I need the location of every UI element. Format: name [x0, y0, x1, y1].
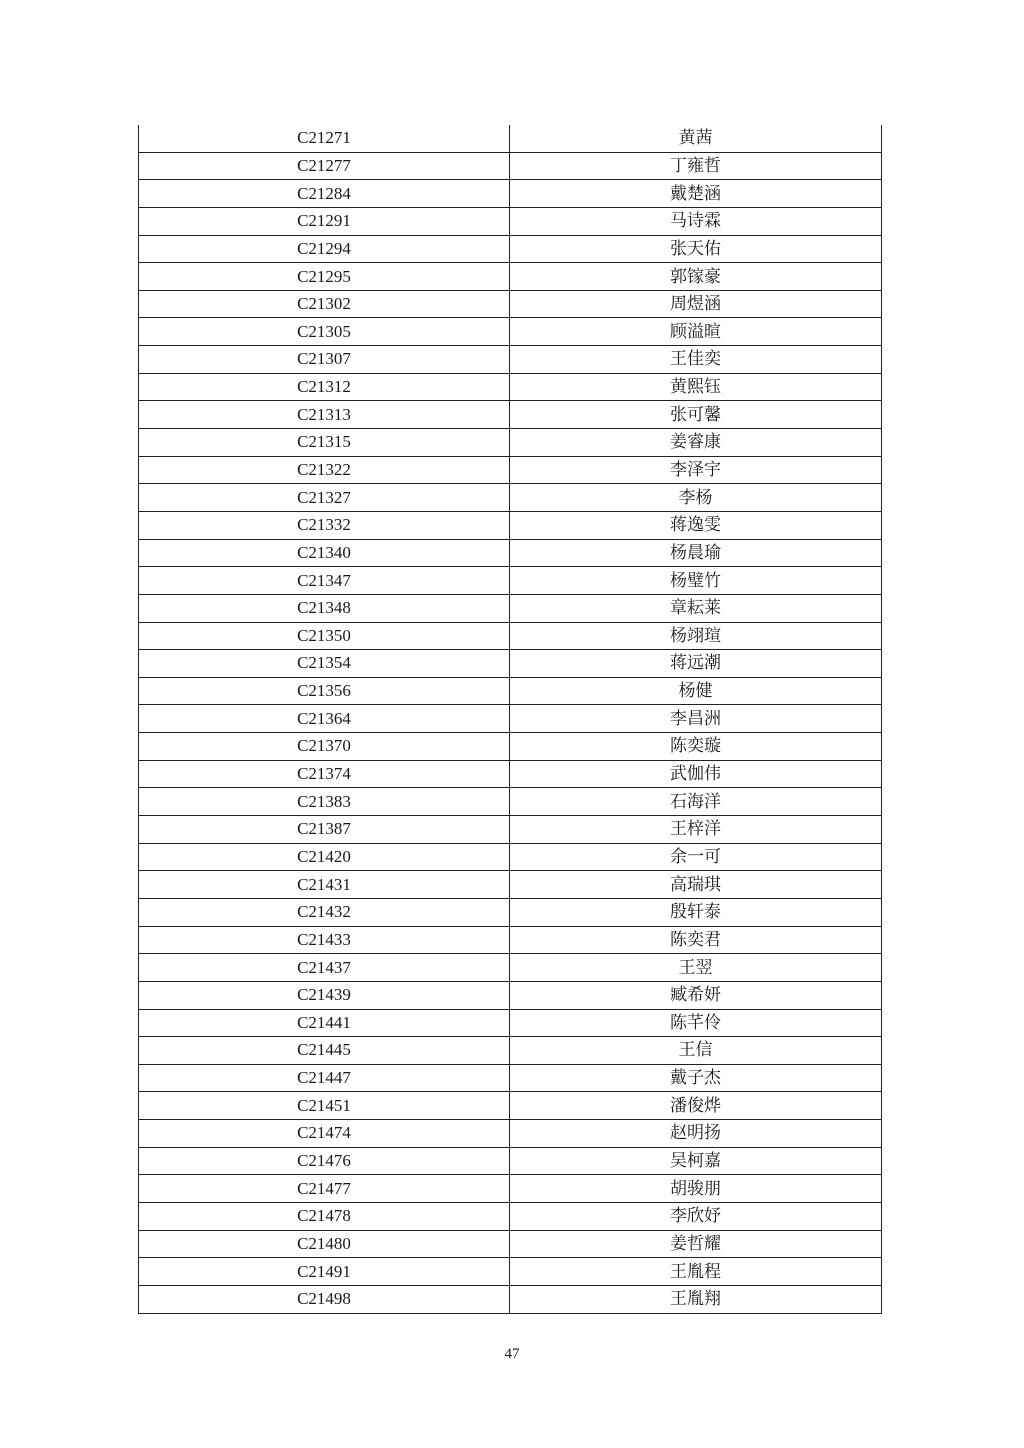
student-name-cell: 赵明扬: [510, 1120, 882, 1148]
student-id-cell: C21312: [139, 373, 510, 401]
table-row: [139, 926, 882, 954]
student-name-cell: 黄熙钰: [510, 373, 882, 401]
student-id-cell: C21295: [139, 263, 510, 291]
table-row: [139, 843, 882, 871]
table-row: [139, 954, 882, 982]
student-id-cell: C21491: [139, 1258, 510, 1286]
student-name-cell: 陈芊伶: [510, 1009, 882, 1037]
student-name-cell: 臧希妍: [510, 981, 882, 1009]
student-id-cell: C21284: [139, 180, 510, 208]
table-row: [139, 401, 882, 429]
student-name-cell: 顾溢暄: [510, 318, 882, 346]
table-row: [139, 733, 882, 761]
student-name-cell: 胡骏朋: [510, 1175, 882, 1203]
student-name-cell: 丁雍哲: [510, 152, 882, 180]
student-name-cell: 李欣妤: [510, 1202, 882, 1230]
student-id-cell: C21451: [139, 1092, 510, 1120]
table-row: [139, 511, 882, 539]
student-id-cell: C21347: [139, 567, 510, 595]
student-id-cell: C21307: [139, 346, 510, 374]
table-row: [139, 1147, 882, 1175]
table-row: [139, 318, 882, 346]
table-row: [139, 263, 882, 291]
student-name-cell: 马诗霖: [510, 207, 882, 235]
table-row: [139, 1230, 882, 1258]
student-id-cell: C21478: [139, 1202, 510, 1230]
student-name-cell: 戴子杰: [510, 1064, 882, 1092]
student-id-cell: C21327: [139, 484, 510, 512]
student-id-cell: C21477: [139, 1175, 510, 1203]
table-row: [139, 705, 882, 733]
table-row: [139, 1037, 882, 1065]
table-row: [139, 567, 882, 595]
student-id-cell: C21340: [139, 539, 510, 567]
table-row: [139, 677, 882, 705]
student-name-cell: 章耘莱: [510, 594, 882, 622]
student-name-cell: 潘俊烨: [510, 1092, 882, 1120]
table-row: [139, 981, 882, 1009]
roster-table: [138, 125, 882, 1314]
table-row: [139, 1009, 882, 1037]
student-name-cell: 王翌: [510, 954, 882, 982]
student-name-cell: 李杨: [510, 484, 882, 512]
table-row: [139, 871, 882, 899]
student-id-cell: C21432: [139, 898, 510, 926]
student-id-cell: C21291: [139, 207, 510, 235]
student-id-cell: C21433: [139, 926, 510, 954]
student-id-cell: C21350: [139, 622, 510, 650]
table-row: [139, 456, 882, 484]
student-id-cell: C21480: [139, 1230, 510, 1258]
student-id-cell: C21447: [139, 1064, 510, 1092]
student-name-cell: 王胤程: [510, 1258, 882, 1286]
student-id-cell: C21277: [139, 152, 510, 180]
student-name-cell: 杨璧竹: [510, 567, 882, 595]
student-id-cell: C21302: [139, 290, 510, 318]
student-name-cell: 周煜涵: [510, 290, 882, 318]
table-row: [139, 1120, 882, 1148]
student-name-cell: 王胤翔: [510, 1285, 882, 1313]
table-row: [139, 1175, 882, 1203]
student-id-cell: C21322: [139, 456, 510, 484]
table-row: [139, 622, 882, 650]
table-row: [139, 760, 882, 788]
table-row: [139, 594, 882, 622]
table-row: [139, 539, 882, 567]
student-id-cell: C21374: [139, 760, 510, 788]
student-name-cell: 陈奕君: [510, 926, 882, 954]
student-id-cell: C21354: [139, 650, 510, 678]
student-id-cell: C21387: [139, 816, 510, 844]
table-row: [139, 1285, 882, 1313]
student-name-cell: 王信: [510, 1037, 882, 1065]
table-row: [139, 1258, 882, 1286]
table-row: [139, 207, 882, 235]
table-row: [139, 1202, 882, 1230]
student-name-cell: 王佳奕: [510, 346, 882, 374]
student-name-cell: 殷轩泰: [510, 898, 882, 926]
student-name-cell: 杨晨瑜: [510, 539, 882, 567]
student-id-cell: C21420: [139, 843, 510, 871]
student-id-cell: C21364: [139, 705, 510, 733]
student-id-cell: C21474: [139, 1120, 510, 1148]
table-row: [139, 346, 882, 374]
student-name-cell: 石海洋: [510, 788, 882, 816]
student-name-cell: 戴楚涵: [510, 180, 882, 208]
student-id-cell: C21332: [139, 511, 510, 539]
student-name-cell: 张天佑: [510, 235, 882, 263]
student-id-cell: C21498: [139, 1285, 510, 1313]
student-id-cell: C21294: [139, 235, 510, 263]
table-row: [139, 1092, 882, 1120]
student-name-cell: 蒋远潮: [510, 650, 882, 678]
table-row: [139, 650, 882, 678]
student-name-cell: 李昌洲: [510, 705, 882, 733]
table-row: [139, 125, 882, 152]
student-name-cell: 张可馨: [510, 401, 882, 429]
student-id-cell: C21271: [139, 125, 510, 152]
table-row: [139, 180, 882, 208]
table-row: [139, 373, 882, 401]
student-id-cell: C21370: [139, 733, 510, 761]
table-row: [139, 429, 882, 457]
student-name-cell: 武伽伟: [510, 760, 882, 788]
student-name-cell: 王梓洋: [510, 816, 882, 844]
student-name-cell: 姜哲耀: [510, 1230, 882, 1258]
student-id-cell: C21476: [139, 1147, 510, 1175]
table-row: [139, 484, 882, 512]
student-id-cell: C21441: [139, 1009, 510, 1037]
student-name-cell: 吴柯嘉: [510, 1147, 882, 1175]
table-row: [139, 898, 882, 926]
table-row: [139, 152, 882, 180]
student-id-cell: C21445: [139, 1037, 510, 1065]
student-name-cell: 杨翊瑄: [510, 622, 882, 650]
student-name-cell: 陈奕璇: [510, 733, 882, 761]
roster-table-body: [139, 125, 882, 1313]
student-id-cell: C21315: [139, 429, 510, 457]
student-name-cell: 郭镓豪: [510, 263, 882, 291]
student-name-cell: 黄茜: [510, 125, 882, 152]
student-name-cell: 李泽宇: [510, 456, 882, 484]
page-number: 47: [504, 1346, 520, 1362]
table-row: [139, 290, 882, 318]
table-row: [139, 235, 882, 263]
student-id-cell: C21431: [139, 871, 510, 899]
table-row: [139, 816, 882, 844]
student-name-cell: 姜睿康: [510, 429, 882, 457]
student-name-cell: 高瑞琪: [510, 871, 882, 899]
student-id-cell: C21437: [139, 954, 510, 982]
table-row: [139, 788, 882, 816]
student-name-cell: 余一可: [510, 843, 882, 871]
student-name-cell: 蒋逸雯: [510, 511, 882, 539]
student-id-cell: C21439: [139, 981, 510, 1009]
student-name-cell: 杨健: [510, 677, 882, 705]
student-id-cell: C21348: [139, 594, 510, 622]
student-id-cell: C21356: [139, 677, 510, 705]
table-row: [139, 1064, 882, 1092]
student-id-cell: C21305: [139, 318, 510, 346]
student-id-cell: C21313: [139, 401, 510, 429]
student-id-cell: C21383: [139, 788, 510, 816]
